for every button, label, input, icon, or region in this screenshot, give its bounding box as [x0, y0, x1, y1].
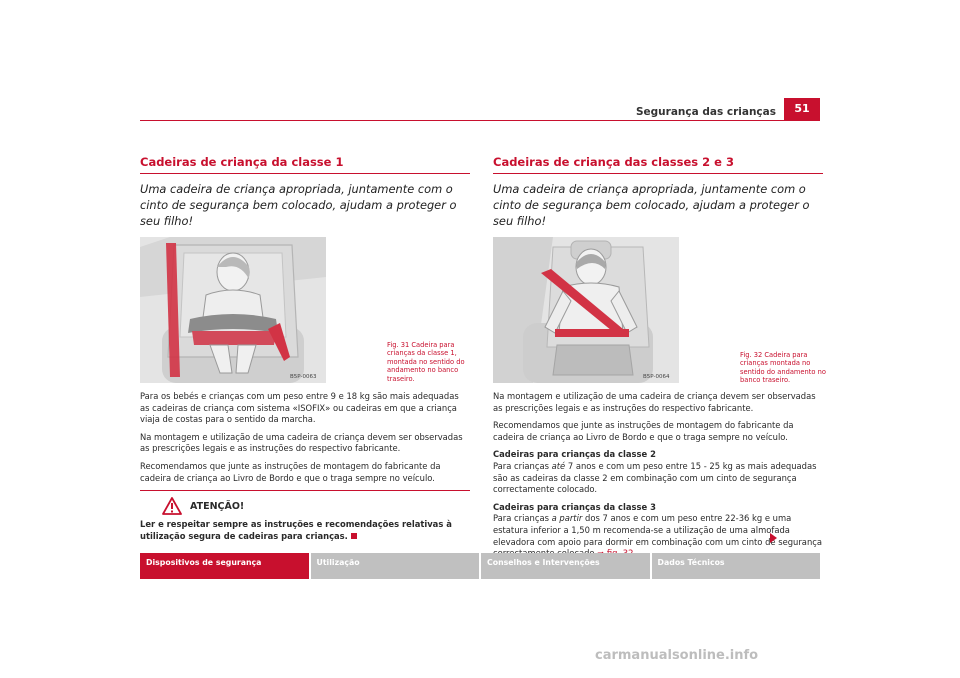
class3-emphasis: a partir	[551, 513, 583, 524]
warning-triangle-icon	[162, 497, 182, 515]
figure-31-code: B5P-0063	[290, 374, 317, 380]
footer-nav	[140, 553, 820, 579]
class3-heading: Cadeiras para crianças da classe 3	[493, 501, 656, 512]
right-section-rule	[493, 173, 823, 174]
right-section-title: Cadeiras de criança das classes 2 e 3	[493, 155, 734, 169]
figure-32-code: B5P-0064	[643, 374, 670, 380]
figure-31-illustration	[140, 237, 326, 383]
left-section-title: Cadeiras de criança da classe 1	[140, 155, 344, 169]
left-subtitle: Uma cadeira de criança apropriada, juntamente com o cinto de segurança bem colocado, ajudam a proteger o seu filho!	[140, 182, 457, 228]
watermark: carmanualsonline.info	[595, 648, 759, 663]
section-end-marker	[351, 533, 357, 539]
figure-32	[493, 237, 826, 385]
class2-heading: Cadeiras para crianças da classe 2	[493, 449, 656, 460]
figure-32-illustration	[493, 237, 679, 383]
class2-emphasis: até	[551, 460, 566, 471]
running-header-title: Segurança das crianças	[635, 106, 776, 118]
left-section-rule	[140, 173, 470, 174]
warning-text-block	[140, 519, 470, 542]
warning-box	[140, 490, 470, 542]
footer-tab-dados-tecnicos[interactable]: Dados Técnicos	[652, 553, 821, 579]
next-page-arrow-icon[interactable]	[770, 533, 777, 543]
right-paragraph-1: Na montagem e utilização de uma cadeira de criança devem ser observadas as prescrições legais e as instruções do respectivo fabricante.	[493, 391, 816, 413]
class3-paragraph: Para crianças a partir dos 7 anos e com um peso entre 22-36 kg e uma estatura inferior a 1,50 m recomenda-se a utilização de uma almofada elevadora com apoio para dormir em combinação com um cinto de segurança	[493, 513, 823, 559]
warning-title: ATENÇÃO!	[190, 500, 245, 512]
right-subtitle: Uma cadeira de criança apropriada, juntamente com o cinto de segurança bem colocado, ajudam a proteger o seu filho!	[493, 182, 810, 228]
class2-paragraph: Para crianças até 7 anos e com um peso entre 15 - 25 kg as mais adequadas são as cadeiras da classe 2 em combinação com um cinto de segurança correctamente colocado.	[493, 460, 817, 495]
left-paragraph-3: Recomendamos que junte as instruções de montagem do fabricante da cadeira de criança ao Livro de Bordo e que o traga sempre no veículo.	[140, 460, 441, 483]
figure-31-caption: Fig. 31 Cadeira para crianças da classe 1, montada no sentido do andamento no banco traseiro.	[387, 341, 465, 383]
right-column	[493, 155, 826, 566]
footer-tab-conselhos[interactable]: Conselhos e Intervenções	[481, 553, 650, 579]
header-rule	[140, 120, 820, 121]
left-body	[140, 391, 470, 484]
right-paragraph-2: Recomendamos que junte as instruções de montagem do fabricante da cadeira de criança ao Livro de Bordo e que o traga sempre no veículo.	[493, 420, 794, 442]
footer-tab-utilizacao[interactable]: Utilização	[311, 553, 480, 579]
left-column	[140, 155, 470, 542]
page-number: 51	[784, 98, 820, 120]
figure-31	[140, 237, 470, 385]
left-paragraph-2: Na montagem e utilização de uma cadeira de criança devem ser observadas as prescrições legais e as instruções do respectivo fabricante.	[140, 431, 463, 454]
figure-32-caption: Fig. 32 Cadeira para crianças montada no sentido do andamento no banco traseiro.	[740, 351, 826, 385]
warning-text: Ler e respeitar sempre as instruções e recomendações relativas à utilização segura de cadeiras para crianças.	[140, 519, 452, 541]
footer-tab-dispositivos[interactable]: Dispositivos de segurança	[140, 553, 309, 579]
left-paragraph-1: Para os bebés e crianças com um peso entre 9 e 18 kg são mais adequadas as cadeiras de criança com sistema «ISOFIX» ou cadeiras em que a criança viaja de costas para o sentido da marcha.	[140, 391, 459, 425]
